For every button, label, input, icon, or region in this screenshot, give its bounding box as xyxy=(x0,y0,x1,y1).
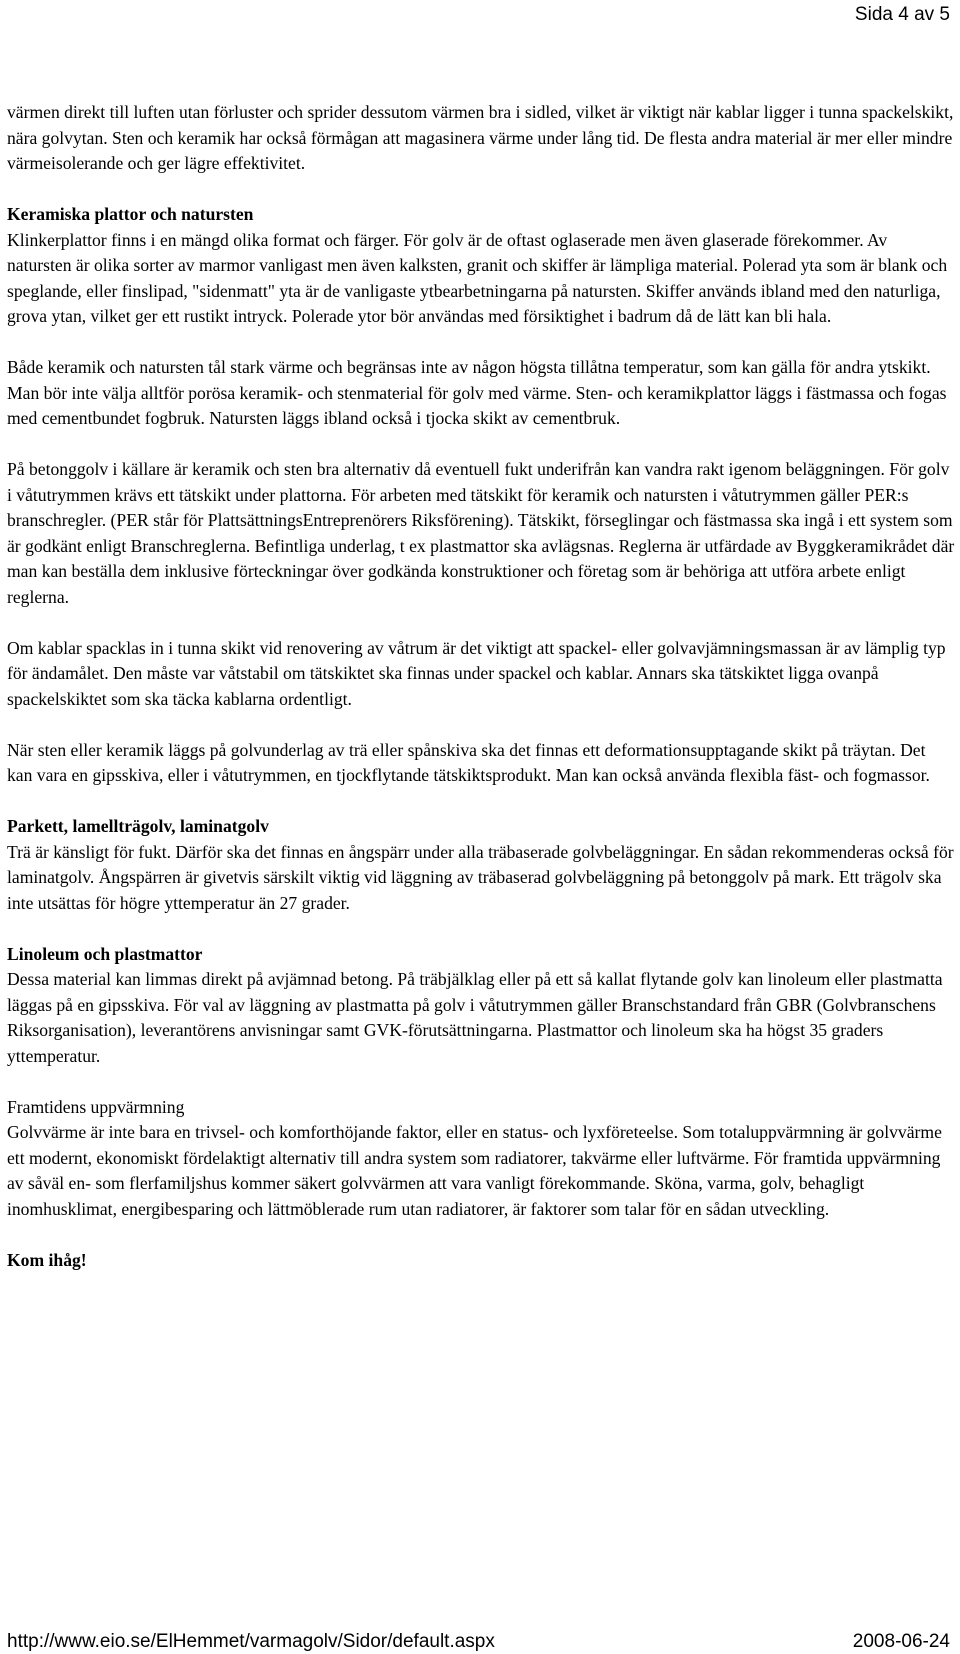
paragraph-keramik-3: På betonggolv i källare är keramik och sten bra alternativ då eventuell fukt underifrån kan vandra rakt igenom beläggningen. För golv i våtutrymmen krävs ett tätskikt under plattorna. För arbeten med tätskikt för keramik och natursten i våtutrymmen gäller PER:s branschregler. (PER står för PlattsättningsEntreprenörers Riksförening). Tätskikt, förseglingar och fästmassa ska ingå i ett system som är godkänt enligt Branschreglerna. Befintliga underlag, t ex plastmattor ska avlägsnas. Reglerna är utfärdade av Byggkeramikrådet där man kan beställa dem inklusive förteckningar över godkända konstruktioner och företag som är behöriga att utföra arbete enligt reglerna. xyxy=(7,459,955,607)
paragraph-keramik-2: Både keramik och natursten tål stark värme och begränsas inte av någon högsta tillåtna temperatur, som kan gälla för andra ytskikt. Man bör inte välja alltför porösa keramik- och stenmaterial för golv med värme. Sten- och keramikplattor läggs i fästmassa och fogas med cementbundet fogbruk. Natursten läggs ibland också i tjocka skikt av cementbruk. xyxy=(7,357,947,428)
footer-url: http://www.eio.se/ElHemmet/varmagolv/Sidor/default.aspx xyxy=(7,1631,495,1652)
paragraph-framtid: Golvvärme är inte bara en trivsel- och komforthöjande faktor, eller en status- och lyxföreteelse. Som totaluppvärmning är golvvärme ett modernt, ekonomiskt fördelaktigt alternativ till andra system som radiatorer, takvärme eller luftvärme. För framtida uppvärmning av såväl en- som flerfamiljshus kommer säkert golvvärmen att vara vanligt förekommande. Sköna, varma, golv, behagligt inomhusklimat, energibesparing och lättmöblerade rum utan radiatorer, är faktorer som talar för en sådan utveckling. xyxy=(7,1122,942,1219)
heading-parkett: Parkett, lamellträgolv, laminatgolv xyxy=(7,816,269,836)
heading-linoleum: Linoleum och plastmattor xyxy=(7,943,203,964)
paragraph-linoleum: Dessa material kan limmas direkt på avjämnad betong. På träbjälklag eller på ett så kallat flytande golv kan linoleum eller plastmatta läggas på en gipsskiva. För val av läggning av plastmatta på golv i våtutrymmen gäller Branschstandard från GBR (Golvbranschens Riksorganisation), leverantörens anvisningar samt GVK-förutsättningarna. Plastmattor och linoleum ska ha högst 35 graders yttemperatur. xyxy=(7,969,943,1066)
heading-framtid: Framtidens uppvärmning xyxy=(7,1096,185,1117)
document-body xyxy=(7,100,955,1273)
paragraph-keramik-5: När sten eller keramik läggs på golvunderlag av trä eller spånskiva ska det finnas ett deformationsupptagande skikt på träytan. Det kan vara en gipsskiva, eller i våtutrymmen, en tjockflytande tätskiktsprodukt. Man kan också använda flexibla fäst- och fogmassor. xyxy=(7,739,930,785)
closing-reminder: Kom ihåg! xyxy=(7,1249,87,1270)
heading-keramik: Keramiska plattor och natursten xyxy=(7,204,254,224)
paragraph-keramik-4: Om kablar spacklas in i tunna skikt vid renovering av våtrum är det viktigt att spackel- eller golvavjämningsmassan är av lämplig typ för ändamålet. Den måste var våtstabil om tätskiktet ska finnas under spackel och kablar. Annars ska tätskiktet ligga ovanpå spackelskiktet som ska täcka kablarna ordentligt. xyxy=(7,637,946,709)
page-footer xyxy=(7,1630,950,1654)
page-indicator: Sida 4 av 5 xyxy=(854,4,950,25)
paragraph-intro: värmen direkt till luften utan förluster och sprider dessutom värmen bra i sidled, vilket är viktigt när kablar ligger i tunna spackelskikt, nära golvytan. Sten och keramik har också förmågan att magasinera värme under lång tid. De flesta andra material är mer eller mindre värmeisolerande och ger lägre effektivitet. xyxy=(7,102,954,173)
footer-date: 2008-06-24 xyxy=(852,1631,950,1652)
paragraph-keramik-1: Klinkerplattor finns i en mängd olika format och färger. För golv är de oftast oglaserade men även glaserade förekommer. Av natursten är olika sorter av marmor vanligast men även kalksten, granit och skiffer är lämpliga material. Polerad yta som är blank och speglande, eller finslipad, "sidenmatt" yta är de vanligaste ytbearbetningarna på natursten. Skiffer används ibland med den naturliga, grova ytan, vilket ger ett rustikt intryck. Polerade ytor bör användas med försiktighet i badrum då de lätt kan bli hala. xyxy=(7,229,948,326)
paragraph-parkett: Trä är känsligt för fukt. Därför ska det finnas en ångspärr under alla träbaserade golvbeläggningar. En sådan rekommenderas också för laminatgolv. Ångspärren är givetvis särskilt viktig vid läggning av träbaserad golvbeläggning på betonggolv på mark. Ett trägolv ska inte utsättas för högre yttemperatur än 27 grader. xyxy=(7,841,954,913)
